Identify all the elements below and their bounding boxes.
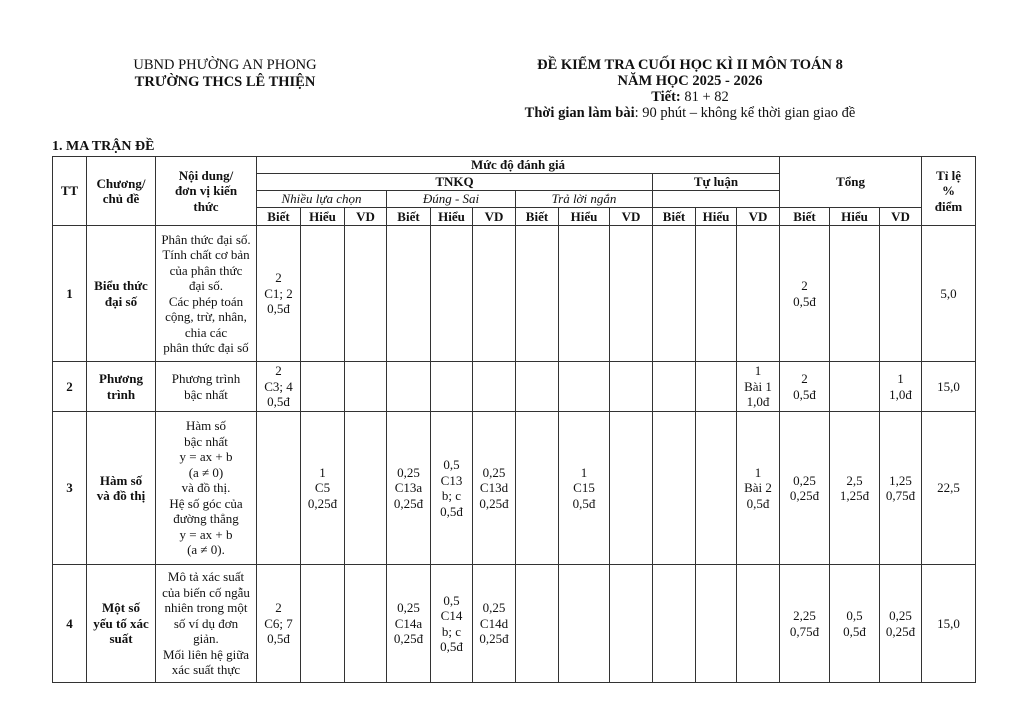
level-header: VD: [610, 208, 653, 226]
header-essay-blank: [653, 191, 780, 208]
level-header: Hiểu: [830, 208, 880, 226]
matrix-cell: [387, 226, 431, 362]
matrix-cell: 0,25 C14a 0,25đ: [387, 565, 431, 683]
matrix-cell: 1 C15 0,5đ: [559, 412, 610, 565]
level-header: VD: [737, 208, 780, 226]
matrix-cell: 0,5 0,5đ: [830, 565, 880, 683]
level-header: Hiểu: [431, 208, 473, 226]
matrix-cell: [830, 362, 880, 412]
matrix-cell: [516, 565, 559, 683]
exam-header: [470, 57, 910, 121]
matrix-cell: [559, 226, 610, 362]
chapter-cell: Một số yếu tố xác suất: [87, 565, 156, 683]
matrix-cell: 2 C3; 4 0,5đ: [257, 362, 301, 412]
matrix-cell: [696, 565, 737, 683]
matrix-cell: 2,5 1,25đ: [830, 412, 880, 565]
header-total: Tổng: [780, 157, 922, 208]
level-header: VD: [880, 208, 922, 226]
content-cell: Phương trình bậc nhất: [156, 362, 257, 412]
matrix-cell: [301, 226, 345, 362]
matrix-cell: [301, 362, 345, 412]
row-number: 2: [53, 362, 87, 412]
table-row: [53, 565, 976, 683]
chapter-cell: Biểu thức đại số: [87, 226, 156, 362]
matrix-cell: 0,25 C14d 0,25đ: [473, 565, 516, 683]
matrix-cell: 1 Bài 1 1,0đ: [737, 362, 780, 412]
matrix-cell: [345, 412, 387, 565]
lesson-value: 81 + 82: [680, 89, 729, 105]
section-title: 1. MA TRẬN ĐỀ: [52, 139, 155, 154]
level-header: Hiểu: [559, 208, 610, 226]
lesson-line: [470, 89, 910, 105]
matrix-cell: [559, 565, 610, 683]
matrix-cell: 1 1,0đ: [880, 362, 922, 412]
header-short-answer: Trả lời ngắn: [516, 191, 653, 208]
content-cell: Mô tả xác suất của biến cố ngẫu nhiên trong một số ví dụ đơn giản. Mối liên hệ giữa xác suất thực: [156, 565, 257, 683]
content-cell: Phân thức đại số. Tính chất cơ bản của phân thức đại số. Các phép toán cộng, trừ, nhân, chia các phân thức đại số: [156, 226, 257, 362]
assessment-matrix-table: [52, 156, 976, 683]
header-score-ratio: Tỉ lệ % điểm: [922, 157, 976, 226]
matrix-cell: [653, 412, 696, 565]
matrix-cell: [473, 362, 516, 412]
matrix-cell: 2,25 0,75đ: [780, 565, 830, 683]
matrix-cell: 2 0,5đ: [780, 362, 830, 412]
matrix-cell: [387, 362, 431, 412]
matrix-cell: [737, 226, 780, 362]
level-header: Biết: [653, 208, 696, 226]
matrix-cell: [610, 412, 653, 565]
matrix-cell: [880, 226, 922, 362]
score-ratio-cell: 15,0: [922, 362, 976, 412]
matrix-cell: [431, 226, 473, 362]
matrix-cell: [610, 565, 653, 683]
matrix-body: [53, 226, 976, 683]
chapter-cell: Phương trình: [87, 362, 156, 412]
matrix-cell: 2 0,5đ: [780, 226, 830, 362]
matrix-cell: [559, 362, 610, 412]
school-year: NĂM HỌC 2025 - 2026: [617, 73, 763, 89]
table-row: [53, 362, 976, 412]
matrix-cell: 0,25 0,25đ: [880, 565, 922, 683]
level-header: Biết: [780, 208, 830, 226]
matrix-cell: 2 C6; 7 0,5đ: [257, 565, 301, 683]
table-row: [53, 412, 976, 565]
score-ratio-cell: 22,5: [922, 412, 976, 565]
matrix-cell: [830, 226, 880, 362]
row-number: 4: [53, 565, 87, 683]
matrix-cell: [345, 226, 387, 362]
matrix-cell: [431, 362, 473, 412]
matrix-cell: [737, 565, 780, 683]
matrix-cell: 0,25 0,25đ: [780, 412, 830, 565]
header-content: Nội dung/ đơn vị kiến thức: [156, 157, 257, 226]
matrix-cell: [653, 226, 696, 362]
matrix-cell: 1 C5 0,25đ: [301, 412, 345, 565]
matrix-cell: [473, 226, 516, 362]
matrix-cell: [610, 362, 653, 412]
exam-title: ĐỀ KIỂM TRA CUỐI HỌC KÌ II MÔN TOÁN 8: [537, 57, 843, 73]
header-multiple-choice: Nhiều lựa chọn: [257, 191, 387, 208]
header-assessment-level: Mức độ đánh giá: [257, 157, 780, 174]
header-essay: Tự luận: [653, 174, 780, 191]
time-value: : 90 phút – không kể thời gian giao đề: [634, 105, 856, 121]
matrix-cell: [345, 565, 387, 683]
ward-name: UBND PHƯỜNG AN PHONG: [133, 57, 317, 73]
matrix-cell: 2 C1; 2 0,5đ: [257, 226, 301, 362]
matrix-cell: [516, 362, 559, 412]
matrix-cell: 0,25 C13d 0,25đ: [473, 412, 516, 565]
score-ratio-cell: 15,0: [922, 565, 976, 683]
time-line: [470, 105, 910, 121]
matrix-cell: [516, 412, 559, 565]
matrix-cell: 1 Bài 2 0,5đ: [737, 412, 780, 565]
level-header: Biết: [516, 208, 559, 226]
content-cell: Hàm số bậc nhất y = ax + b (a ≠ 0) và đồ thị. Hệ số góc của đường thẳng y = ax + b (a ≠ 0).: [156, 412, 257, 565]
matrix-cell: [696, 226, 737, 362]
matrix-cell: [516, 226, 559, 362]
level-header: Biết: [387, 208, 431, 226]
time-label: Thời gian làm bài: [524, 105, 635, 121]
header-true-false: Đúng - Sai: [387, 191, 516, 208]
chapter-cell: Hàm số và đồ thị: [87, 412, 156, 565]
table-row: [53, 226, 976, 362]
matrix-cell: [610, 226, 653, 362]
level-header: Biết: [257, 208, 301, 226]
matrix-cell: [345, 362, 387, 412]
row-number: 1: [53, 226, 87, 362]
matrix-cell: 0,25 C13a 0,25đ: [387, 412, 431, 565]
school-name: TRƯỜNG THCS LÊ THIỆN: [134, 74, 316, 90]
level-header: VD: [473, 208, 516, 226]
matrix-cell: 0,5 C13 b; c 0,5đ: [431, 412, 473, 565]
matrix-cell: [653, 362, 696, 412]
score-ratio-cell: 5,0: [922, 226, 976, 362]
level-header: Hiểu: [301, 208, 345, 226]
matrix-cell: [696, 362, 737, 412]
matrix-cell: 1,25 0,75đ: [880, 412, 922, 565]
header-tnkq: TNKQ: [257, 174, 653, 191]
matrix-cell: [653, 565, 696, 683]
header-chapter: Chương/ chủ đề: [87, 157, 156, 226]
matrix-cell: [301, 565, 345, 683]
matrix-cell: [257, 412, 301, 565]
school-header: [100, 57, 350, 91]
header-tt: TT: [53, 157, 87, 226]
matrix-cell: [696, 412, 737, 565]
level-header: VD: [345, 208, 387, 226]
lesson-label: Tiết:: [651, 89, 681, 105]
row-number: 3: [53, 412, 87, 565]
matrix-cell: 0,5 C14 b; c 0,5đ: [431, 565, 473, 683]
level-header: Hiểu: [696, 208, 737, 226]
